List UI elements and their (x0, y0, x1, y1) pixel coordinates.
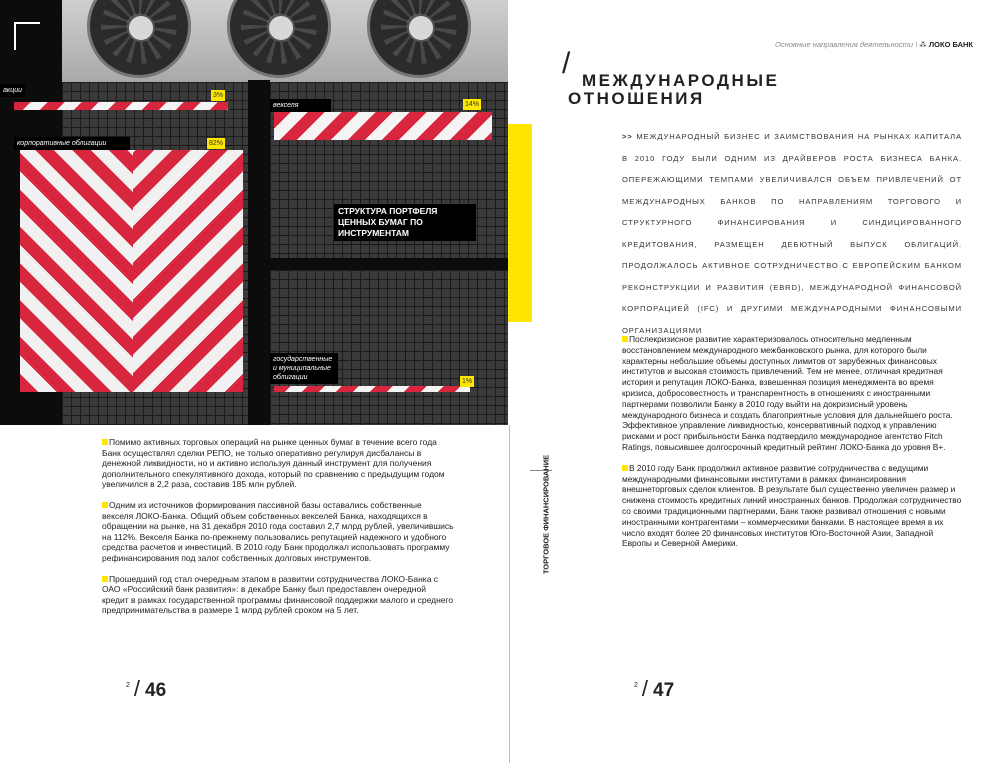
rooftop-unit (62, 0, 508, 82)
label-stocks: акции (0, 84, 25, 97)
fan-2-icon (227, 0, 331, 78)
bullet-mark (622, 465, 628, 471)
page-title: / МЕЖДУНАРОДНЫЕ ОТНОШЕНИЯ (562, 47, 780, 108)
sidebar-section-tab (508, 454, 578, 575)
value-bills: 14% (465, 101, 480, 108)
fan-1-icon (87, 0, 191, 78)
fan-3-icon (367, 0, 471, 78)
bullet-mark (622, 336, 628, 342)
grid-panel-right-bottom (270, 270, 508, 425)
title-slash: / (562, 47, 573, 80)
bar-corporate-bonds-right (133, 150, 243, 392)
loko-logo-icon: ⁂ (919, 40, 927, 49)
left-paragraph-1: Помимо активных торговых операций на рынке ценных бумаг в течение всего года Банк осуществлял сделки РЕПО, не только оперативно регулируя дисбалансы в денежной ликвидности, но и активно используя данный инструмент для получения дополнительного спекулятивного дохода, который по сравнению с предыдущим годом увеличился в 2,2 раза, составив 185 млн рублей. (102, 437, 445, 490)
corner-bracket (14, 22, 40, 50)
left-paragraph-3: Прошедший год стал очередным этапом в развитии сотрудничества ЛОКО-Банка с ОАО «Российский банк развития»: в декабре Банку был предоставлен очередной кредит в рамках государственной программы финансовой поддержки малого и среднего предпринимательства в размере 1 млрд рублей сроком на 5 лет. (102, 573, 454, 616)
chart-photo (0, 0, 508, 425)
page-number-right: $^2$ / 47 (634, 676, 675, 701)
bullet-mark (102, 502, 108, 508)
yellow-accent-bar (508, 124, 532, 322)
value-corporate-bonds: 82% (209, 140, 224, 147)
lead-paragraph: >> МЕЖДУНАРОДНЫЙ БИЗНЕС И ЗАИМСТВОВАНИЯ НА РЫНКАХ КАПИТАЛА В 2010 ГОДУ БЫЛИ ОДНИМ ИЗ ДРАЙВЕРОВ РОСТА БИЗНЕСА БАНКА. ОПЕРЕЖАЮЩИМИ ТЕМПАМИ УВЕЛИЧИВАЛСЯ ОБЪЕМ ПРИВЛЕЧЕНИЙ ОТ МЕЖДУНАРОДНЫХ БАНКОВ ПО НАПРАВЛЕНИЯМ ТОРГОВОГО И СТРУКТУРНОГО ФИНАНСИРОВАНИЯ И СИНДИЦИРОВАННОГО КРЕДИТОВАНИЯ, РАЗМЕЩЕН ДЕБЮТНЫЙ ВЫПУСК ОБЛИГАЦИЙ. ПРОДОЛЖАЛОСЬ АКТИВНОЕ СОТРУДНИЧЕСТВО С ЕВРОПЕЙСКИМ БАНКОМ РЕКОНСТРУКЦИИ И РАЗВИТИЯ (EBRD), МЕЖДУНАРОДНОЙ ФИНАНСОВОЙ КОРПОРАЦИЕЙ (IFC) И ДРУГИМИ МЕЖДУНАРОДНЫМИ ФИНАНСОВЫМИ ОРГАНИЗАЦИЯМИ (622, 132, 962, 335)
bar-corporate-bonds-left (20, 150, 133, 392)
bar-stocks (14, 102, 228, 110)
right-paragraph-1: Послекризисное развитие характеризовалось относительно медленным восстановлением международного межбанковского рынка, для которого были характерны небольшие объемы доступных лимитов от зарубежных финансовых институтов и высокая стоимость привлечений. Тем не менее, отличная кредитная история и репутация ЛОКО-Банка, взвешенная позиция менеджмента во время кризиса, добросовестность и транспарентность в отношениях с иностранными партнерами позволили Банку в 2010 году выйти на докризисный уровень международного бизнеса и создать благоприятные условия для дальнейшего роста. Эффективное управление ликвидностью, консервативный подход к управлению рисками и рост прибыльности Банка подтвердило международное агентство Fitch Ratings, повысившее долгосрочный кредитный рейтинг ЛОКО-Банка до уровня B+. (622, 334, 953, 452)
bullet-mark (102, 576, 108, 582)
left-paragraph-2: Одним из источников формирования пассивной базы оставались собственные векселя ЛОКО-Банка. Общий объем собственных векселей Банка, находящихся в обращении на рынке, на 31 декабря 2010 года составил 2,7 млрд рублей, увеличившись на 112%. Векселя Банка по-прежнему пользовались репутацией надежного и удобного средства расчетов и инвестиций. В 2010 году Банк продолжал использовать программу рефинансирования под залог собственных долговых инструментов. (102, 499, 454, 563)
chart-title: СТРУКТУРА ПОРТФЕЛЯ ЦЕННЫХ БУМАГ ПО ИНСТРУМЕНТАМ (334, 204, 476, 241)
right-paragraph-2: В 2010 году Банк продолжил активное развитие сотрудничества с ведущими международными финансовыми институтами в рамках финансирования внешнеторговых сделок клиентов. В результате был существенно увеличен размер и снижена стоимость кредитных линий иностранных банков. Продолжая сотрудничество со своими традиционными партнерами, Банк также развивал отношения с новыми иностранными контрагентами – коммерческими банками. В настоящее время в их число входят более 20 финансовых институтов Юго-Восточной Азии, Западной Европы и Северной Америки. (622, 462, 962, 549)
value-stocks: 3% (213, 92, 224, 99)
label-bills: векселя (270, 99, 331, 112)
brand-name: ЛОКО БАНК (928, 40, 973, 49)
page-number-left: $^2$ / 46 (126, 676, 167, 701)
dark-post-middle (248, 80, 270, 425)
bullet-mark (102, 439, 108, 445)
left-page-body (102, 437, 454, 626)
label-gov-bonds: государственные и муниципальные облигации (270, 353, 338, 384)
bar-gov-bonds (274, 386, 470, 392)
value-gov-bonds: 1% (462, 378, 473, 385)
bar-bills (274, 112, 492, 140)
sidebar-section-label: ТОРГОВОЕ ФИНАНСИРОВАНИЕ (541, 454, 551, 575)
running-header: Основные направления деятельности \ ⁂ ЛОКО БАНК (775, 40, 973, 49)
right-page-body (622, 334, 962, 559)
label-corporate-bonds: корпоративные облигации (14, 137, 130, 150)
